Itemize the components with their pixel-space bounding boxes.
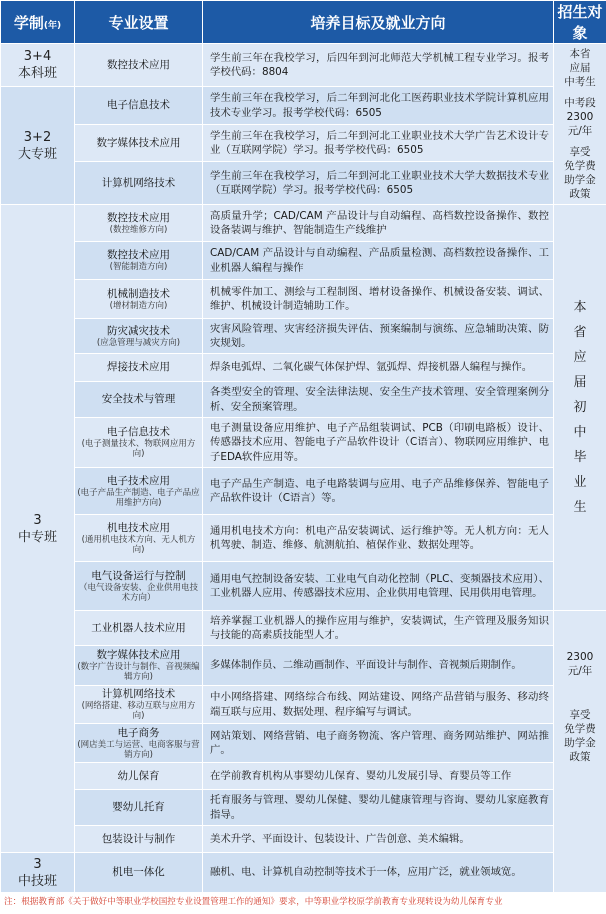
major-cell: 计算机网络技术 (75, 162, 203, 205)
table-row (1, 611, 606, 646)
major-cell: 电子技术应用 (电子产品生产制造、电子产品应用维护方向) (75, 468, 203, 515)
table-row (1, 125, 606, 162)
major-cell: 安全技术与管理 (75, 382, 203, 418)
goal-cell: 灾害风险管理、灾害经济损失评估、预案编制与演练、应急辅助决策、防灾规划。 (203, 319, 554, 354)
goal-cell: 学生前三年在我校学习，后二年到河北化工医药职业技术学院计算机应用技术专业学习。报考学校代码：6505 (203, 87, 554, 125)
goal-cell: 学生前三年在我校学习，后四年到河北师范大学机械工程专业学习。报考学校代码：8804 (203, 44, 554, 87)
table-row (1, 724, 606, 763)
table-row (1, 205, 606, 242)
system-3-secondary: 3 中专班 (1, 205, 75, 853)
major-cell: 机械制造技术 (增材制造方向) (75, 280, 203, 319)
major-cell: 计算机网络技术 (网络搭建、移动互联与应用方向) (75, 686, 203, 724)
table-row (1, 418, 606, 468)
header-target: 招生对象 (554, 1, 606, 44)
table-row (1, 853, 606, 893)
system-3-4: 3+4 本科班 (1, 44, 75, 87)
goal-cell: 通用机电技术方向：机电产品安装调试、运行维护等。无人机方向：无人机驾驶、制造、维修、航测航拍、植保作业、数据处理等。 (203, 515, 554, 562)
header-goal: 培养目标及就业方向 (203, 1, 554, 44)
table-row (1, 646, 606, 686)
goal-cell: 各类型安全的管理、安全法律法规、安全生产技术管理、安全管理案例分析、安全预案管理。 (203, 382, 554, 418)
goal-cell: 美术升学、平面设计、包装设计、广告创意、美术编辑。 (203, 826, 554, 853)
system-3-2: 3+2 大专班 (1, 87, 75, 205)
major-cell: 电子信息技术 (电子测量技术、物联网应用方向) (75, 418, 203, 468)
table-row (1, 162, 606, 205)
major-cell: 包装设计与制作 (75, 826, 203, 853)
table-row (1, 790, 606, 826)
table-row (1, 242, 606, 280)
major-cell: 数字媒体技术应用 (数字广告设计与制作、音视频编辑方向) (75, 646, 203, 686)
goal-cell: 电子测量设备应用维护、电子产品组装调试、PCB（印刷电路板）设计、传感器技术应用、智能电子产品软件设计（C语言）、物联网应用维护、电子EDA软件应用等。 (203, 418, 554, 468)
major-cell: 数控技术应用 (数控维修方向) (75, 205, 203, 242)
goal-cell: 高质量升学；CAD/CAM 产品设计与自动编程、高档数控设备操作、数控设备装调与维护、智能制造生产线维护 (203, 205, 554, 242)
table-row (1, 686, 606, 724)
target-middle: 本 省 应 届 初 中 毕 业 生 (554, 205, 606, 611)
goal-cell: 多媒体制作员、二维动画制作、平面设计与制作、音视频后期制作。 (203, 646, 554, 686)
goal-cell: 学生前三年在我校学习，后二年到河北工业职业技术大学大数据技术专业（互联网学院）学习。报考学校代码：6505 (203, 162, 554, 205)
table-row (1, 515, 606, 562)
major-cell: 电子信息技术 (75, 87, 203, 125)
goal-cell: 焊条电弧焊、二氧化碳气体保护焊、氩弧焊、焊接机器人编程与操作。 (203, 354, 554, 382)
major-cell: 焊接技术应用 (75, 354, 203, 382)
table-row (1, 382, 606, 418)
major-cell: 工业机器人技术应用 (75, 611, 203, 646)
major-cell: 幼儿保育 (75, 763, 203, 790)
table-header-row (1, 1, 606, 44)
target-upper: 本省 应届 中考生 中考段 2300 元/年 享受 免学费 助学金 政策 (554, 44, 606, 205)
goal-cell: 在学前教育机构从事婴幼儿保育、婴幼儿发展引导、育婴员等工作 (203, 763, 554, 790)
table-row (1, 763, 606, 790)
goal-cell: 网站策划、网络营销、电子商务物流、客户管理、商务网站维护、网站推广。 (203, 724, 554, 763)
goal-cell: 通用电气控制设备安装、工业电气自动化控制（PLC、变频器技术应用）、工业机器人应用、传感器技术应用、企业供用电管理、民用供用电管理。 (203, 562, 554, 611)
goal-cell: 学生前三年在我校学习，后二年到河北工业职业技术大学广告艺术设计专业（互联网学院）学习。报考学校代码：6505 (203, 125, 554, 162)
goal-cell: CAD/CAM 产品设计与自动编程、产品质量检测、高档数控设备操作、工业机器人编程与操作 (203, 242, 554, 280)
major-cell: 数字媒体技术应用 (75, 125, 203, 162)
table-row (1, 354, 606, 382)
footnote: 注：根据教育部《关于做好中等职业学校国控专业设置管理工作的通知》要求，中等职业学校原学前教育专业现转设为幼儿保育专业 (4, 897, 503, 907)
major-cell: 数控技术应用 (75, 44, 203, 87)
major-cell: 电子商务 (网店美工与运营、电商客服与营销方向) (75, 724, 203, 763)
goal-cell: 托育服务与管理、婴幼儿保健、婴幼儿健康管理与咨询、婴幼儿家庭教育指导。 (203, 790, 554, 826)
major-cell: 婴幼儿托育 (75, 790, 203, 826)
table-row (1, 280, 606, 319)
table-row (1, 44, 606, 87)
goal-cell: 融机、电、计算机自动控制等技术于一体，应用广泛，就业领域宽。 (203, 853, 554, 893)
table-row (1, 468, 606, 515)
header-major: 专业设置 (75, 1, 203, 44)
goal-cell: 中小网络搭建、网络综合布线、网站建设、网络产品营销与服务、移动终端互联与应用、数据处理、程序编写与调试。 (203, 686, 554, 724)
target-lower: 2300 元/年 享受 免学费 助学金 政策 (554, 611, 606, 893)
major-cell: 机电一体化 (75, 853, 203, 893)
table-row (1, 319, 606, 354)
table-row (1, 562, 606, 611)
goal-cell: 培养掌握工业机器人的操作应用与维护，安装调试，生产管理及服务知识与技能的高素质技能型人才。 (203, 611, 554, 646)
table-row (1, 87, 606, 125)
major-cell: 电气设备运行与控制 （电气设备安装、企业供用电技术方向） (75, 562, 203, 611)
goal-cell: 机械零件加工、测绘与工程制图、增材设备操作、机械设备安装、调试、维护、机械设计制造辅助工作。 (203, 280, 554, 319)
goal-cell: 电子产品生产制造、电子电路装调与应用、电子产品维修保养、智能电子产品软件设计（C语言）等。 (203, 468, 554, 515)
major-cell: 数控技术应用 (智能制造方向) (75, 242, 203, 280)
major-cell: 机电技术应用 (通用机电技术方向、无人机方向) (75, 515, 203, 562)
table-row (1, 826, 606, 853)
major-cell: 防灾减灾技术 (应急管理与减灾方向) (75, 319, 203, 354)
system-3-technical: 3 中技班 (1, 853, 75, 893)
header-system: 学制(年) (1, 1, 75, 44)
